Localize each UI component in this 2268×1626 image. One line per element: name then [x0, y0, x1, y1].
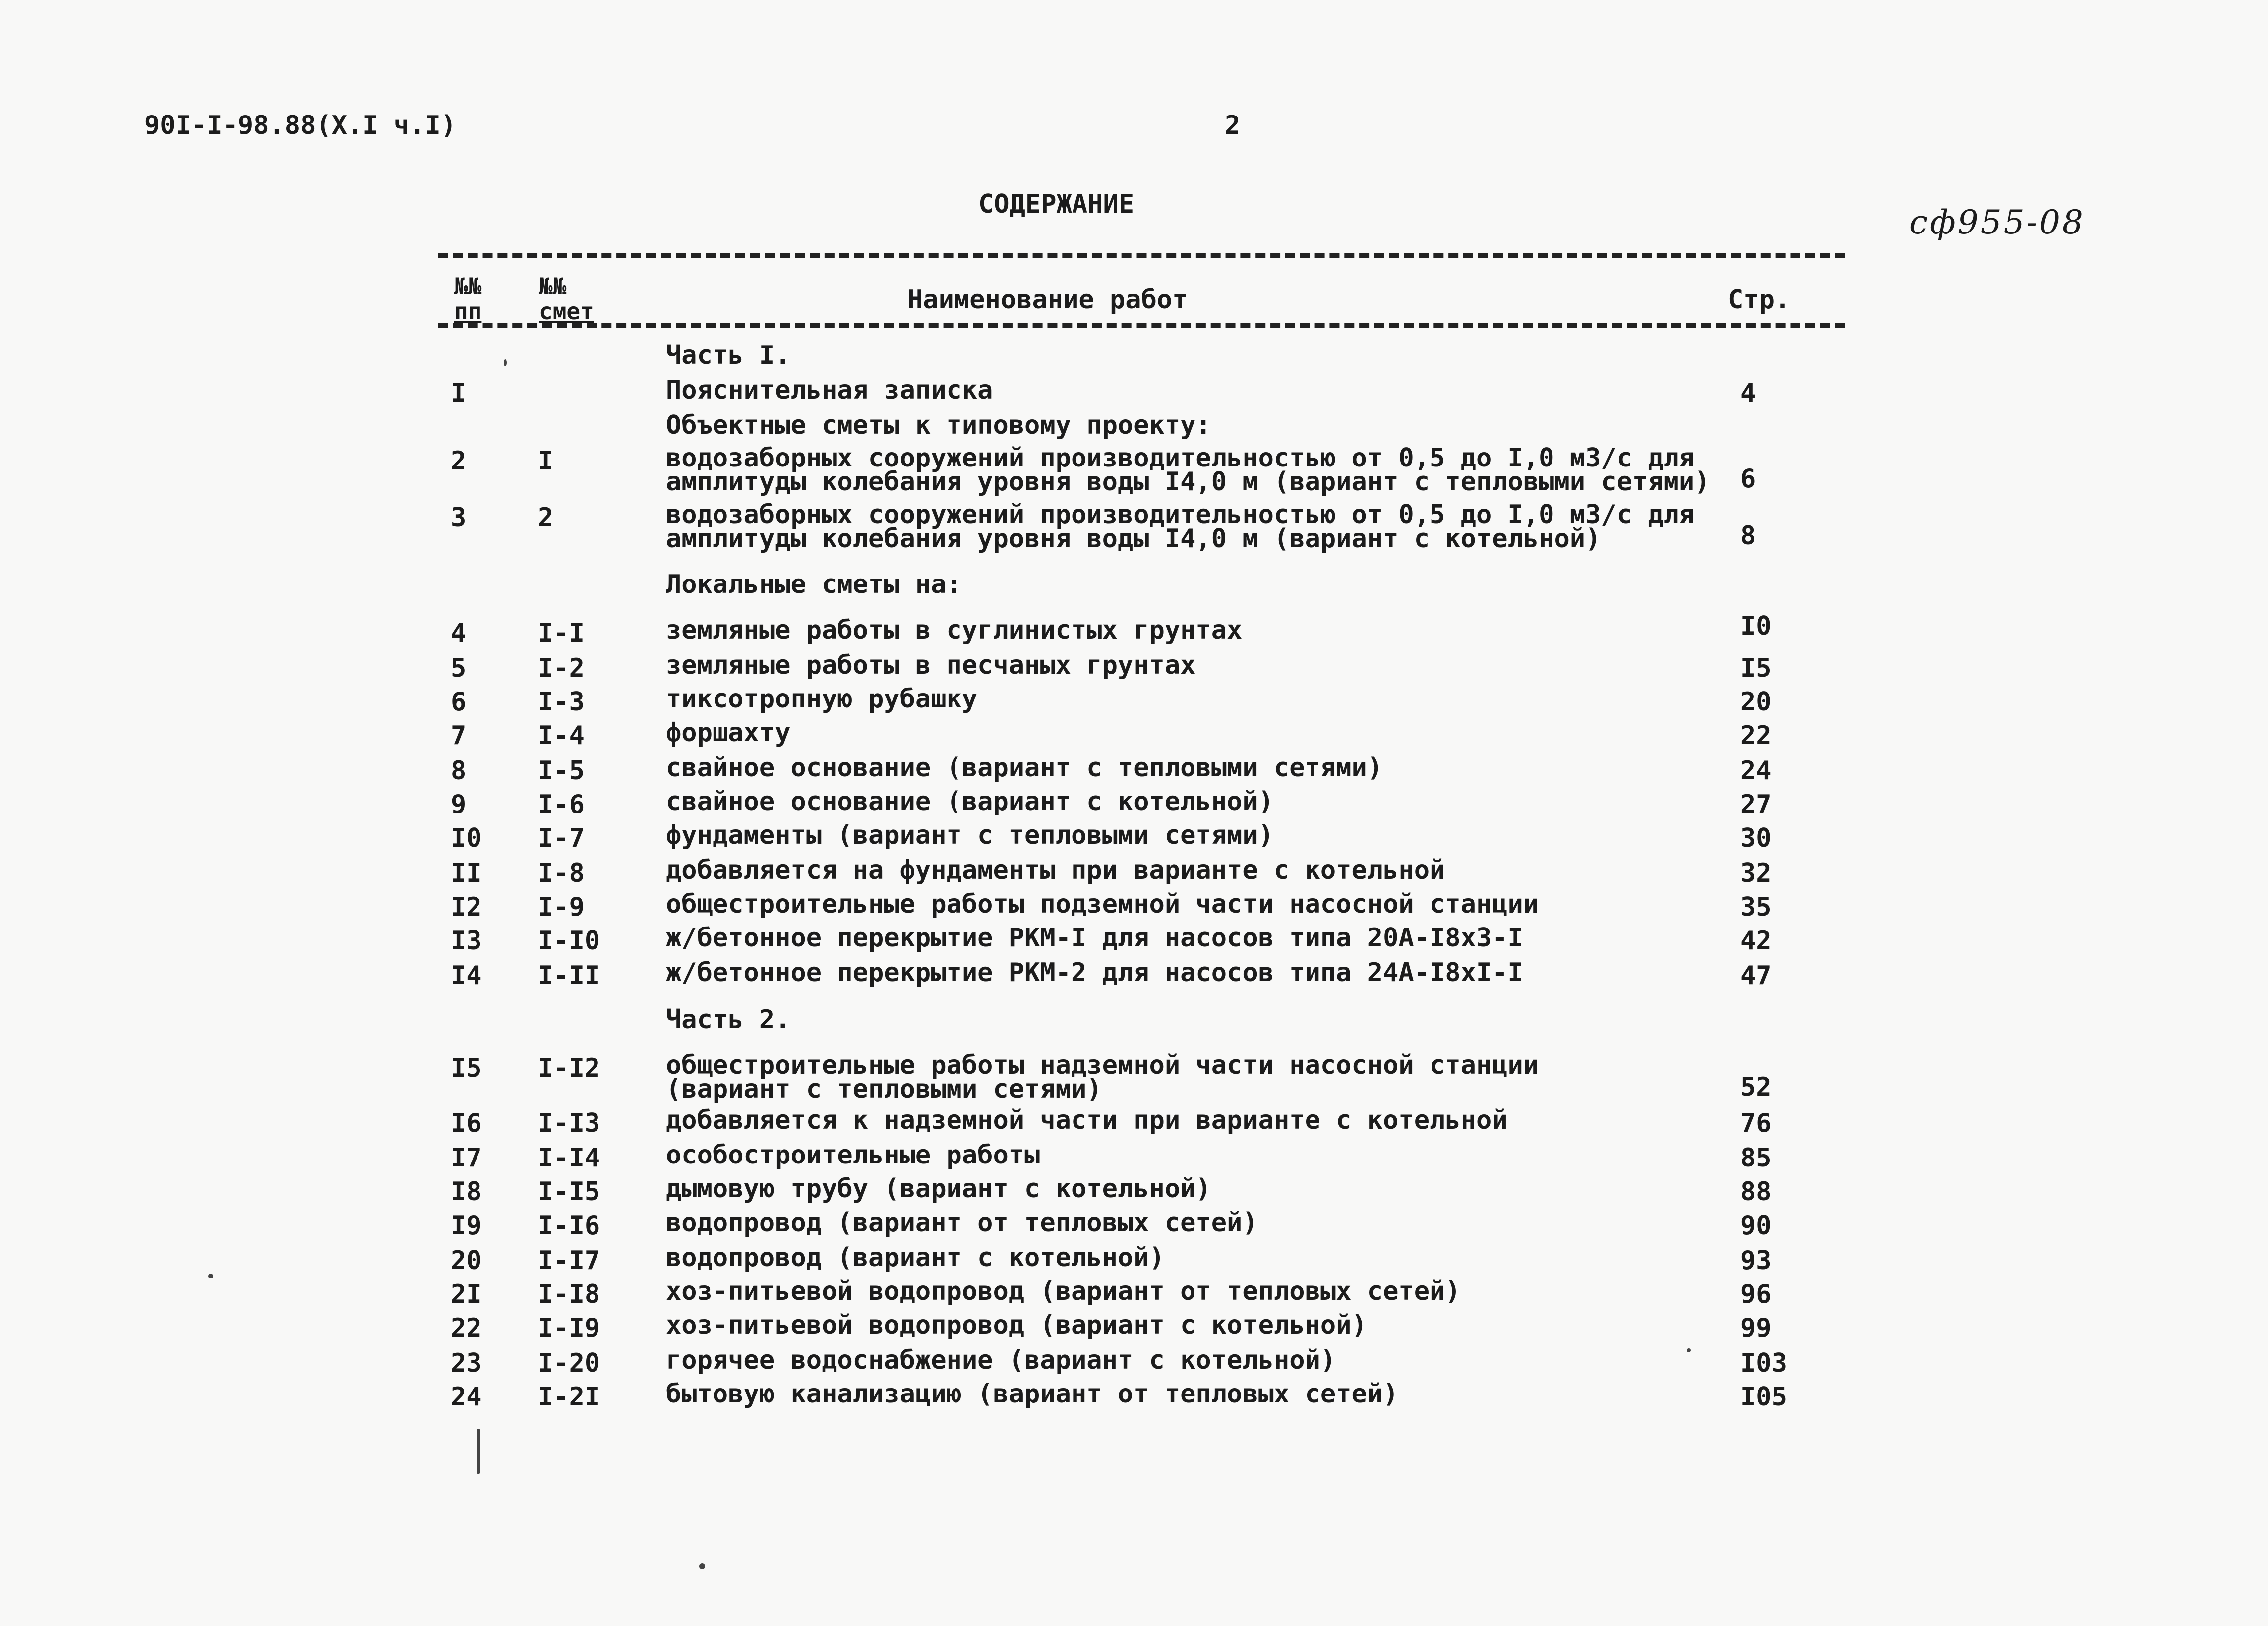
- toc-row-page: 85: [1740, 1143, 1772, 1173]
- toc-row-name: свайное основание (вариант с котельной): [666, 787, 1274, 816]
- toc-row-name: горячее водоснабжение (вариант с котельной): [666, 1345, 1336, 1375]
- toc-row-name: общестроительные работы подземной части насосной станции: [666, 889, 1539, 919]
- toc-row-name: ж/бетонное перекрытие РКМ-2 для насосов типа 24А-I8хI-I: [666, 958, 1523, 988]
- toc-row-estimate: I-I5: [538, 1177, 600, 1207]
- page-title: СОДЕРЖАНИЕ: [978, 189, 1135, 219]
- toc-row-name-continued: (вариант с тепловыми сетями): [666, 1074, 1102, 1104]
- toc-row-estimate: I-I0: [538, 926, 600, 956]
- toc-row-name: водопровод (вариант от тепловых сетей): [666, 1208, 1258, 1238]
- toc-row-number: I3: [451, 926, 482, 956]
- toc-row-number: I8: [451, 1177, 482, 1207]
- toc-row-page: 35: [1740, 892, 1772, 922]
- toc-row-page: 6: [1740, 464, 1756, 494]
- toc-row-number: I0: [451, 823, 482, 853]
- toc-row-name: бытовую канализацию (вариант от тепловых сетей): [666, 1379, 1399, 1409]
- toc-row-estimate: I-4: [538, 721, 585, 751]
- toc-row-number: 8: [451, 756, 467, 786]
- toc-row-number: 7: [451, 721, 467, 751]
- toc-row-name: Часть 2.: [666, 1005, 791, 1035]
- toc-row-page: I05: [1740, 1382, 1787, 1412]
- toc-row-estimate: I-I4: [538, 1143, 600, 1173]
- toc-row-name: водопровод (вариант с котельной): [666, 1243, 1165, 1273]
- toc-row-number: 24: [451, 1382, 482, 1412]
- toc-row-page: 22: [1740, 721, 1772, 751]
- toc-row-name: водозаборных сооружений производительностью от 0,5 до I,0 м3/с для: [666, 500, 1695, 530]
- toc-row-number: I4: [451, 961, 482, 991]
- toc-row-page: 52: [1740, 1072, 1772, 1102]
- toc-row-number: I6: [451, 1108, 482, 1138]
- toc-row-page: I0: [1740, 611, 1772, 641]
- toc-row-page: 32: [1740, 858, 1772, 888]
- header-dashed-rule: [438, 323, 1845, 328]
- toc-row-page: 47: [1740, 961, 1772, 991]
- toc-row-estimate: I-I: [538, 618, 585, 648]
- toc-row-name: Часть I.: [666, 341, 791, 370]
- toc-row-estimate: I-I3: [538, 1108, 600, 1138]
- toc-row-estimate: I-2I: [538, 1382, 600, 1412]
- margin-mark: [208, 1274, 213, 1278]
- top-dashed-rule: [438, 253, 1845, 258]
- toc-row-estimate: I-I9: [538, 1313, 600, 1343]
- toc-row-number: I5: [451, 1053, 482, 1083]
- toc-row-estimate: I: [538, 446, 554, 476]
- toc-row-page: 42: [1740, 926, 1772, 956]
- toc-row-number: 4: [451, 618, 467, 648]
- toc-row-number: 2: [451, 446, 467, 476]
- column-header-num: [454, 274, 481, 324]
- toc-row-name: Пояснительная записка: [666, 375, 993, 405]
- toc-row-estimate: I-I7: [538, 1246, 600, 1276]
- toc-row-page: 4: [1740, 378, 1756, 408]
- toc-row-name-continued: амплитуды колебания уровня воды I4,0 м (вариант с котельной): [666, 524, 1601, 554]
- toc-row-estimate: I-I8: [538, 1279, 600, 1309]
- toc-row-number: 3: [451, 503, 467, 533]
- toc-row-name: добавляется на фундаменты при варианте с котельной: [666, 855, 1445, 885]
- margin-mark: [504, 359, 507, 366]
- toc-row-number: II: [451, 858, 482, 888]
- toc-row-name: фундаменты (вариант с тепловыми сетями): [666, 820, 1274, 850]
- toc-row-estimate: I-II: [538, 961, 600, 991]
- toc-row-estimate: I-8: [538, 858, 585, 888]
- toc-row-page: I5: [1740, 653, 1772, 683]
- toc-row-page: 27: [1740, 790, 1772, 819]
- toc-row-page: 20: [1740, 687, 1772, 717]
- toc-row-number: I2: [451, 892, 482, 922]
- toc-row-number: 5: [451, 653, 467, 683]
- margin-mark: [1687, 1348, 1691, 1352]
- toc-row-page: 76: [1740, 1108, 1772, 1138]
- toc-row-estimate: I-I2: [538, 1053, 600, 1083]
- toc-row-estimate: 2: [538, 503, 554, 533]
- toc-row-name: тиксотропную рубашку: [666, 684, 978, 714]
- toc-row-page: 90: [1740, 1211, 1772, 1241]
- page-number: 2: [1225, 111, 1241, 140]
- toc-row-estimate: I-2: [538, 653, 585, 683]
- toc-row-name-continued: амплитуды колебания уровня воды I4,0 м (вариант с тепловыми сетями): [666, 467, 1710, 497]
- toc-row-number: I7: [451, 1143, 482, 1173]
- toc-row-number: 20: [451, 1246, 482, 1276]
- toc-row-estimate: I-5: [538, 756, 585, 786]
- toc-row-name: водозаборных сооружений производительностью от 0,5 до I,0 м3/с для: [666, 443, 1695, 473]
- toc-row-name: земляные работы в песчаных грунтах: [666, 650, 1196, 680]
- toc-row-page: I03: [1740, 1348, 1787, 1378]
- column-header-page: Стр.: [1728, 285, 1791, 315]
- toc-row-name: общестроительные работы надземной части насосной станции: [666, 1050, 1539, 1080]
- toc-row-name: хоз-питьевой водопровод (вариант от тепловых сетей): [666, 1277, 1461, 1306]
- column-header-estimate-line2: смет: [539, 298, 594, 325]
- toc-row-name: Объектные сметы к типовому проекту:: [666, 410, 1211, 440]
- toc-row-number: 9: [451, 790, 467, 819]
- toc-row-number: 2I: [451, 1279, 482, 1309]
- toc-row-name: земляные работы в суглинистых грунтах: [666, 615, 1243, 645]
- toc-row-name: хоз-питьевой водопровод (вариант с котельной): [666, 1310, 1367, 1340]
- column-header-estimate: [539, 274, 594, 324]
- toc-row-name: особостроительные работы: [666, 1140, 1040, 1170]
- margin-mark: [699, 1563, 705, 1569]
- toc-row-name: свайное основание (вариант с тепловыми сетями): [666, 753, 1383, 783]
- toc-row-estimate: I-6: [538, 790, 585, 819]
- toc-row-estimate: I-7: [538, 823, 585, 853]
- toc-row-page: 24: [1740, 756, 1772, 786]
- toc-row-estimate: I-I6: [538, 1211, 600, 1241]
- toc-row-name: Локальные сметы на:: [666, 570, 962, 599]
- toc-row-number: I: [451, 378, 467, 408]
- toc-row-number: 22: [451, 1313, 482, 1343]
- toc-row-name: форшахту: [666, 718, 791, 748]
- handwritten-stamp: сф955-08: [1910, 203, 2085, 241]
- column-header-name: Наименование работ: [907, 285, 1188, 315]
- toc-row-estimate: I-3: [538, 687, 585, 717]
- toc-row-estimate: I-9: [538, 892, 585, 922]
- column-header-estimate-line1: №№: [539, 273, 567, 300]
- column-header-num-line2: пп: [454, 298, 482, 325]
- margin-mark: [477, 1429, 480, 1474]
- column-header-num-line1: №№: [454, 273, 482, 300]
- toc-row-estimate: I-20: [538, 1348, 600, 1378]
- toc-row-number: 6: [451, 687, 467, 717]
- toc-row-name: ж/бетонное перекрытие РКМ-I для насосов типа 20А-I8х3-I: [666, 923, 1523, 953]
- toc-row-page: 30: [1740, 823, 1772, 853]
- toc-row-number: I9: [451, 1211, 482, 1241]
- toc-row-page: 96: [1740, 1279, 1772, 1309]
- document-code: 90I-I-98.88(X.I ч.I): [144, 111, 457, 140]
- toc-row-name: добавляется к надземной части при варианте с котельной: [666, 1105, 1508, 1135]
- toc-row-page: 8: [1740, 521, 1756, 551]
- toc-row-page: 93: [1740, 1246, 1772, 1276]
- toc-row-name: дымовую трубу (вариант с котельной): [666, 1174, 1211, 1204]
- toc-row-page: 88: [1740, 1177, 1772, 1207]
- toc-row-page: 99: [1740, 1313, 1772, 1343]
- toc-row-number: 23: [451, 1348, 482, 1378]
